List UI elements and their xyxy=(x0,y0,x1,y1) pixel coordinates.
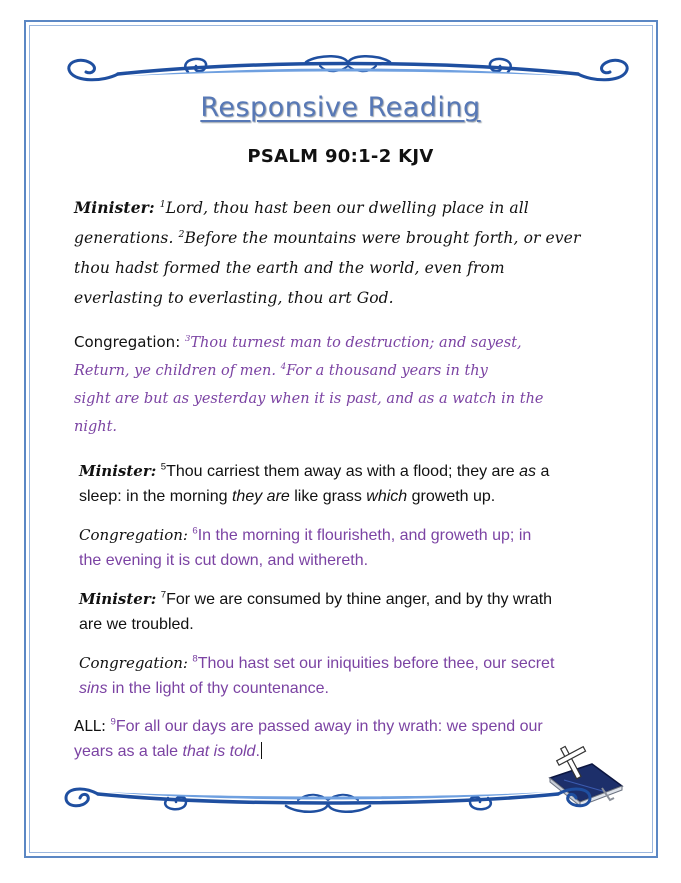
reading-text: like grass xyxy=(294,488,362,505)
reading-text: Before the mountains were brought forth, or ever xyxy=(184,229,581,247)
reading-text: For we are consumed by thine anger, and by thy wrath xyxy=(166,591,553,608)
speaker-label: Congregation: xyxy=(74,333,181,351)
reading-text: Thou hast set our iniquities before thee, our secret xyxy=(197,655,555,672)
verse-number: 6 xyxy=(192,525,198,537)
scroll-flourish-icon xyxy=(58,776,638,816)
reading-text: Thou carriest them away as with a flood; they are xyxy=(166,463,515,480)
reading-text: thou hadst formed the earth and the world, even from xyxy=(74,259,505,277)
reading-text: . xyxy=(255,743,260,760)
reading-minister-1 xyxy=(74,193,614,313)
reading-congregation-3 xyxy=(79,651,619,701)
speaker-label: Minister: xyxy=(79,462,157,480)
reading-text: Lord, thou hast been our dwelling place in all xyxy=(165,199,529,217)
reading-minister-2 xyxy=(79,459,619,509)
reading-text: Return, ye children of men. xyxy=(74,363,276,379)
verse-number: 1 xyxy=(159,198,166,210)
reading-text: For all our days are passed away in thy wrath: we spend our xyxy=(115,718,543,735)
speaker-label: Congregation: xyxy=(79,654,188,672)
speaker-label: Congregation: xyxy=(79,526,188,544)
reading-text: a xyxy=(540,463,550,480)
reading-text: In the morning it flourisheth, and groweth up; in xyxy=(197,527,532,544)
reading-congregation-1 xyxy=(74,328,614,441)
reading-text: For a thousand years in thy xyxy=(286,363,488,379)
verse-number: 2 xyxy=(178,228,185,240)
reading-text-emphasis: they are xyxy=(231,488,290,505)
verse-number: 9 xyxy=(110,716,116,728)
speaker-label: ALL: xyxy=(74,717,107,735)
scroll-flourish-icon xyxy=(58,52,638,92)
reading-text: in the light of thy countenance. xyxy=(111,680,329,697)
speaker-label: Minister: xyxy=(79,590,157,608)
reading-congregation-2 xyxy=(79,523,619,573)
reading-text: night. xyxy=(74,419,118,435)
reading-text: everlasting to everlasting, thou art God. xyxy=(74,289,394,307)
reading-text-emphasis: which xyxy=(366,488,408,505)
reading-text: Thou turnest man to destruction; and sayest, xyxy=(190,335,522,351)
reading-text: sleep: in the morning xyxy=(79,488,228,505)
verse-number: 4 xyxy=(280,362,287,373)
reading-text: are we troubled. xyxy=(79,616,194,633)
text-cursor xyxy=(261,742,262,759)
verse-number: 8 xyxy=(192,653,198,665)
verse-number: 5 xyxy=(160,461,167,473)
verse-number: 7 xyxy=(160,589,167,601)
reading-text: generations. xyxy=(74,229,174,247)
scripture-reference: PSALM 90:1-2 KJV xyxy=(247,146,434,167)
speaker-label: Minister: xyxy=(74,198,155,217)
reading-text: groweth up. xyxy=(411,488,496,505)
reading-minister-3 xyxy=(79,587,619,637)
verse-number: 3 xyxy=(184,334,191,345)
reading-text-emphasis: as xyxy=(519,463,537,480)
page-title: Responsive Reading xyxy=(200,92,481,123)
reading-text: the evening it is cut down, and withereth. xyxy=(79,552,369,569)
reading-all xyxy=(74,714,614,764)
reading-text-emphasis: that is told xyxy=(182,743,256,760)
reading-text: sight are but as yesterday when it is past, and as a watch in the xyxy=(74,391,544,407)
reading-text-emphasis: sins xyxy=(79,680,108,697)
reading-text: years as a tale xyxy=(74,743,179,760)
